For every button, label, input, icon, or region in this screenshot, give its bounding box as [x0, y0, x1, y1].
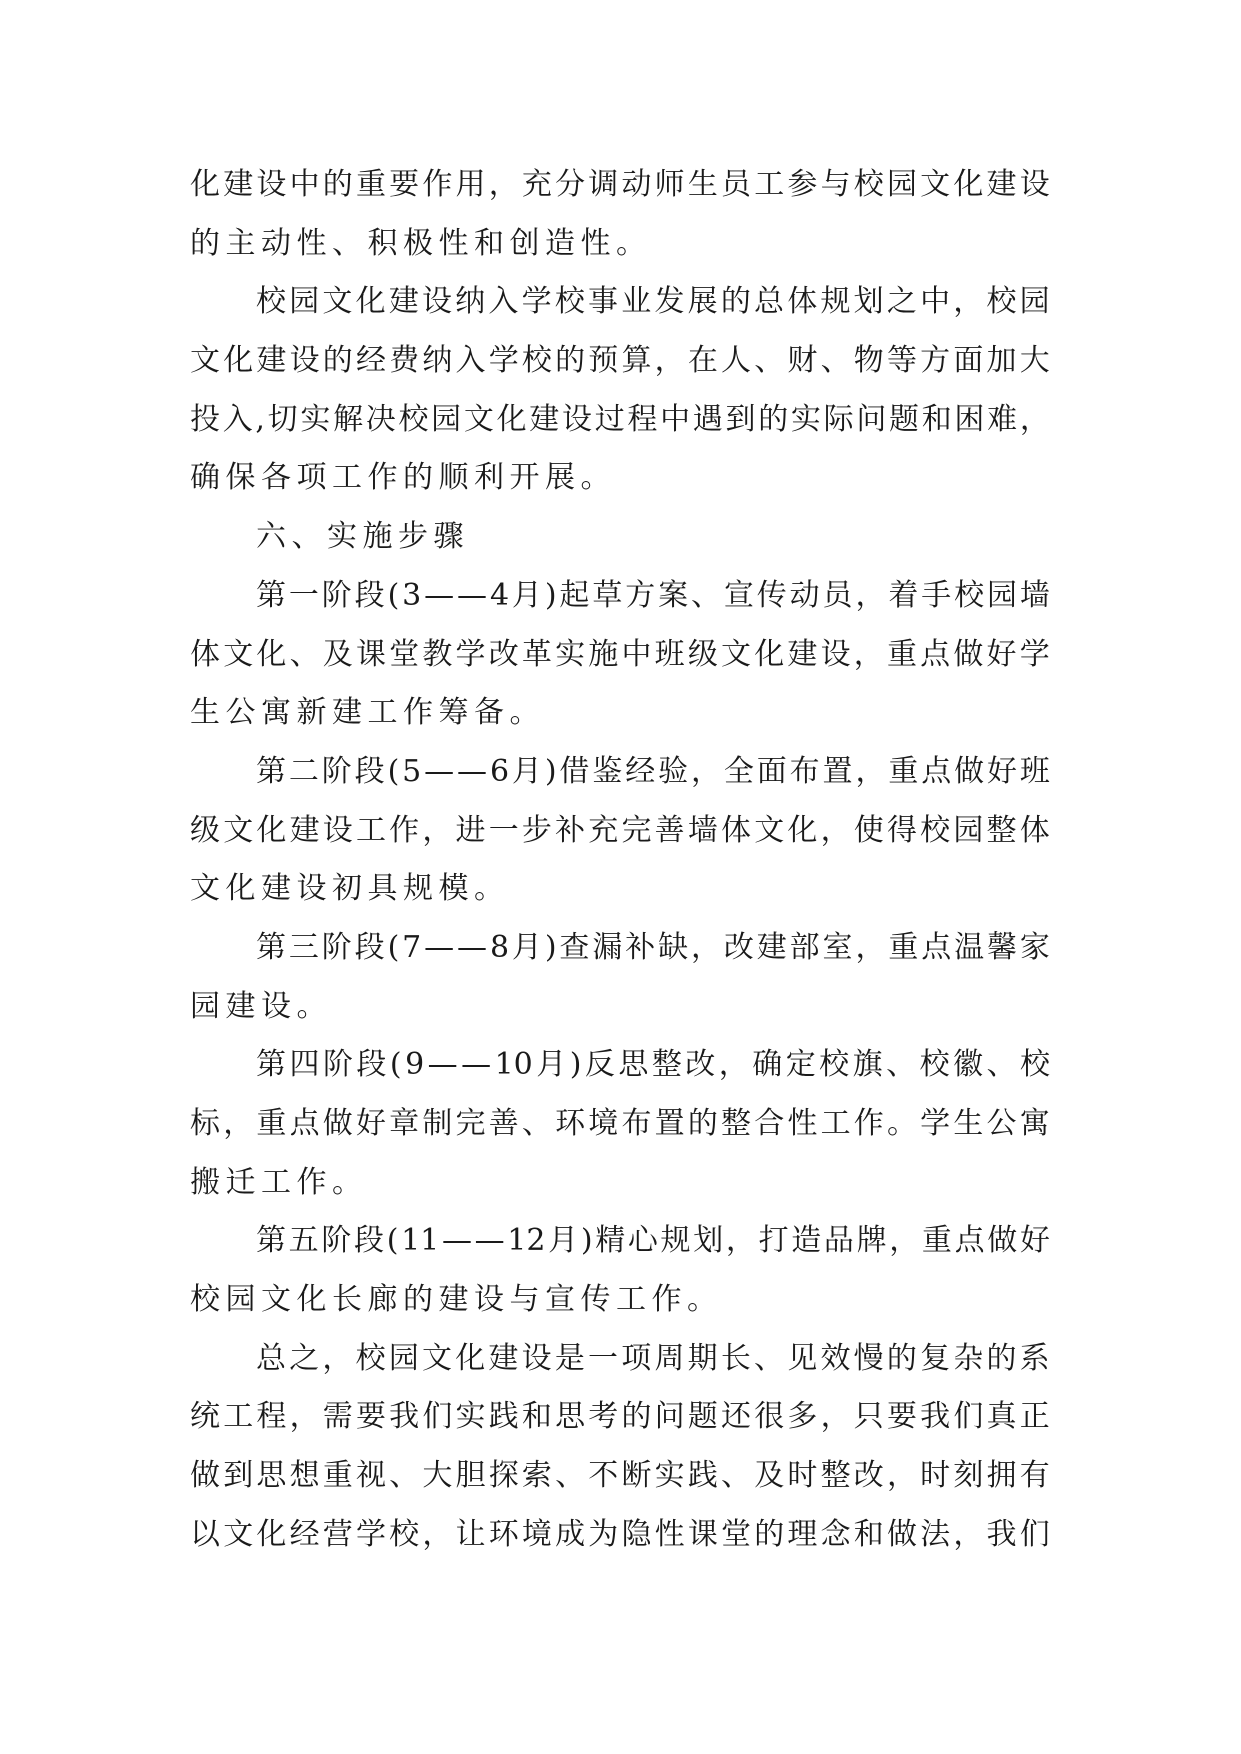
text-line: 第 三 阶 段 ( 7 — — 8 月 ) 查 漏 补 缺 ， 改 建 部 室 ， 重 点 温 馨 家 — [256, 929, 1050, 965]
text-line: 第 五 阶 段 ( 11 — — 12 月 ) 精 心 规 划 ， 打 造 品 牌 ， 重 点 做 好 — [256, 1223, 1050, 1259]
text-line: 六、实施步骤 — [256, 519, 469, 555]
text-line: 校园文化长廊的建设与宣传工作。 — [190, 1282, 723, 1318]
text-line: 总 之 ， 校 园 文 化 建 设 是 一 项 周 期 长 、 见 效 慢 的 复 杂 的 系 — [256, 1340, 1050, 1376]
text-line: 级 文 化 建 设 工 作 ， 进 一 步 补 充 完 善 墙 体 文 化 ， 使 得 校 园 整 体 — [190, 812, 1050, 848]
text-line: 以 文 化 经 营 学 校 ， 让 环 境 成 为 隐 性 课 堂 的 理 念 和 做 法 ， 我 们 — [190, 1516, 1050, 1552]
text-line: 做 到 思 想 重 视 、 大 胆 探 索 、 不 断 实 践 、 及 时 整 改 ， 时 刻 拥 有 — [190, 1458, 1050, 1494]
text-line: 投 入 , 切 实 解 决 校 园 文 化 建 设 过 程 中 遇 到 的 实 际 问 题 和 困 难 ， — [190, 401, 1050, 437]
text-line: 第 一 阶 段 ( 3 — — 4 月 ) 起 草 方 案 、 宣 传 动 员 ， 着 手 校 园 墙 — [256, 577, 1050, 613]
text-line: 生公寓新建工作筹备。 — [190, 695, 545, 731]
text-line: 体 文 化 、 及 课 堂 教 学 改 革 实 施 中 班 级 文 化 建 设 ， 重 点 做 好 学 — [190, 636, 1050, 672]
text-line: 确保各项工作的顺利开展。 — [190, 460, 616, 496]
text-line: 统 工 程 ， 需 要 我 们 实 践 和 思 考 的 问 题 还 很 多 ， 只 要 我 们 真 正 — [190, 1399, 1050, 1435]
text-line: 标 ， 重 点 做 好 章 制 完 善 、 环 境 布 置 的 整 合 性 工 作 。 学 生 公 寓 — [190, 1106, 1050, 1141]
text-line: 校 园 文 化 建 设 纳 入 学 校 事 业 发 展 的 总 体 规 划 之 中 ， 校 园 — [256, 284, 1050, 320]
text-line: 化 建 设 中 的 重 要 作 用 ， 充 分 调 动 师 生 员 工 参 与 校 园 文 化 建 设 — [190, 167, 1050, 202]
text-line: 的主动性、积极性和创造性。 — [190, 225, 652, 261]
text-line: 文化建设初具规模。 — [190, 871, 510, 907]
body-text — [190, 156, 1050, 1565]
text-line: 第 四 阶 段 ( 9 — — 10 月 ) 反 思 整 改 ， 确 定 校 旗 、 校 徽 、 校 — [256, 1047, 1050, 1083]
text-line: 园建设。 — [190, 988, 332, 1024]
text-line: 搬迁工作。 — [190, 1164, 368, 1200]
text-line: 文 化 建 设 的 经 费 纳 入 学 校 的 预 算 ， 在 人 、 财 、 物 等 方 面 加 大 — [190, 343, 1050, 379]
text-line: 第 二 阶 段 ( 5 — — 6 月 ) 借 鉴 经 验 ， 全 面 布 置 ， 重 点 做 好 班 — [256, 753, 1050, 789]
